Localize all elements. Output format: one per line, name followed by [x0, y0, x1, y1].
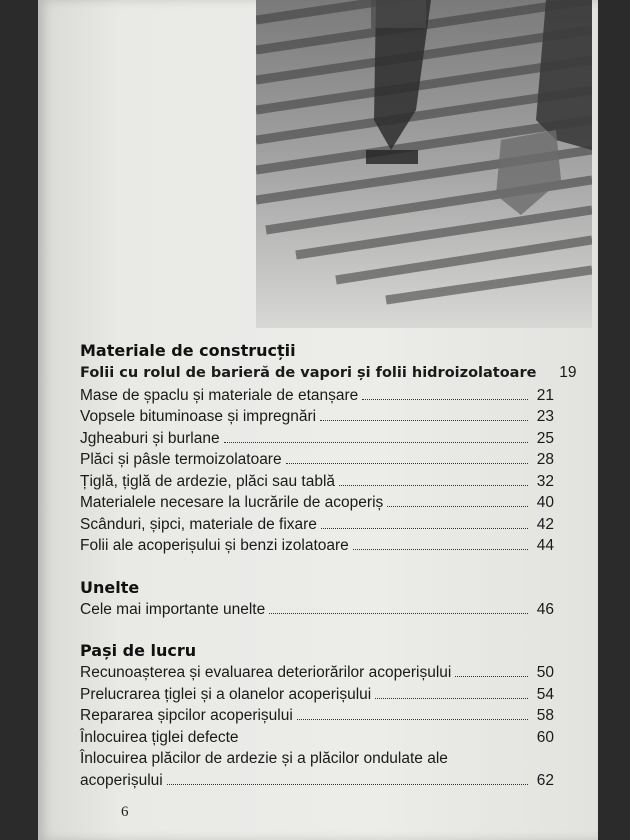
toc-entry[interactable] [80, 362, 577, 385]
toc-entry-page: 50 [536, 664, 554, 681]
toc-entry-page: 60 [536, 728, 554, 746]
toc-entry[interactable] [80, 428, 554, 450]
dot-leader [224, 442, 528, 443]
dot-leader [167, 784, 528, 785]
toc-entry-label: Mase de șpaclu și materiale de etanșare [80, 386, 359, 404]
section-title: Pași de lucru [80, 641, 197, 660]
toc-entry-label: Folii cu rolul de barieră de vapori și folii hidroizolatoare [80, 365, 537, 381]
toc-entry-page: 62 [536, 771, 554, 789]
toc-entry-label: Prelucrarea țiglei și a olanelor acoperișului [80, 685, 372, 703]
toc-entry[interactable] [80, 492, 554, 514]
toc-entry-page: 23 [536, 408, 554, 425]
toc-entry-label: Înlocuirea plăcilor de ardezie și a plăcilor ondulate ale [80, 750, 448, 767]
dot-leader [297, 719, 528, 720]
toc-entry[interactable] [80, 599, 554, 621]
roof-illustration [256, 0, 592, 328]
page-number: 6 [121, 804, 129, 820]
toc-entry-label: Folii ale acoperișului și benzi izolatoare [80, 537, 349, 554]
dot-leader [269, 613, 528, 614]
toc-entry[interactable] [80, 705, 554, 727]
dot-leader [375, 698, 528, 699]
dot-leader [339, 485, 528, 486]
toc-entry[interactable] [80, 471, 554, 493]
toc-entry-label: Jgheaburi și burlane [80, 429, 220, 447]
toc-entry[interactable] [80, 449, 554, 471]
toc-entry[interactable] [80, 535, 554, 557]
toc-entry-label: acoperișului [80, 771, 163, 789]
toc-entry-page: 46 [536, 600, 554, 618]
toc-entry[interactable] [80, 684, 554, 706]
dot-leader [286, 463, 528, 464]
toc-entry-page: 54 [536, 685, 554, 703]
toc-entry-page: 58 [536, 707, 554, 724]
toc-entry-page: 19 [559, 364, 577, 381]
toc-entry-label: Cele mai importante unelte [80, 600, 266, 618]
toc-entry-page: 32 [536, 472, 554, 490]
roofing-photo [256, 0, 592, 328]
section-gap [80, 557, 554, 577]
toc-entry-label: Recunoașterea și evaluarea deteriorărilor acoperișului [80, 664, 452, 681]
toc-entry-page: 40 [536, 494, 554, 511]
dot-leader [321, 528, 528, 529]
toc-entry-label: Plăci și pâsle termoizolatoare [80, 451, 282, 468]
toc-entry-label: Scânduri, șipci, materiale de fixare [80, 515, 317, 533]
section-title: Unelte [80, 577, 140, 597]
section-title: Materiale de construcții [80, 341, 296, 360]
toc-entry[interactable] [80, 662, 554, 684]
toc-entry-page: 44 [536, 537, 554, 554]
toc-entry-label: Repararea șipcilor acoperișului [80, 707, 293, 724]
toc-entry-page: 28 [536, 451, 554, 468]
toc-entry-label: Țiglă, țiglă de ardezie, plăci sau tablă [80, 472, 336, 490]
toc-entry[interactable] [80, 727, 554, 749]
toc-entry-label: Materialele necesare la lucrările de acoperiș [80, 494, 384, 511]
dot-leader [320, 420, 528, 421]
section-gap [80, 620, 554, 640]
toc-entry-label: Vopsele bituminoase și impregnări [80, 408, 317, 425]
toc-entry-page: 25 [536, 429, 554, 447]
dot-leader [387, 506, 528, 507]
dot-leader [353, 549, 528, 550]
toc-entry-label: Înlocuirea țiglei defecte [80, 728, 239, 746]
toc-entry-page: 42 [536, 515, 554, 533]
toc-entry[interactable] [80, 514, 554, 536]
toc-entry[interactable] [80, 406, 554, 428]
toc-entry-line2 [80, 770, 554, 792]
dot-leader [362, 399, 528, 400]
toc-entry[interactable] [80, 748, 554, 791]
toc-entry-page: 21 [536, 386, 554, 404]
table-of-contents [80, 340, 577, 791]
dot-leader [455, 676, 528, 677]
toc-entry[interactable] [80, 385, 554, 407]
